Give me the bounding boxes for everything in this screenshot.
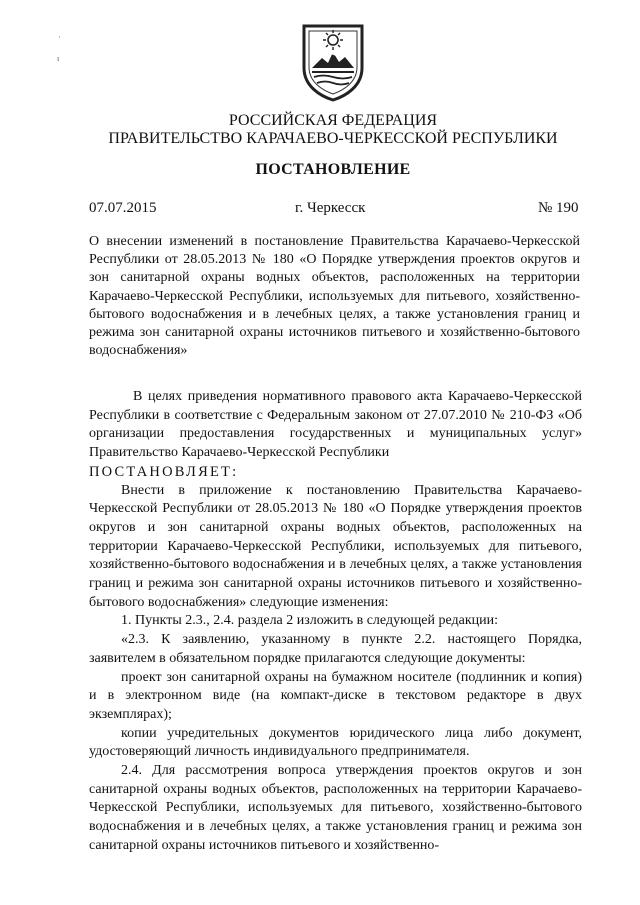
- document-type-title: ПОСТАНОВЛЕНИЕ: [255, 161, 411, 178]
- document-body: [89, 388, 582, 856]
- body-paragraph: «2.3. К заявлению, указанному в пункте 2.2. настоящего Порядка, заявителем в обязательном порядке прилагаются следующие документы:: [89, 632, 582, 666]
- document-number: № 190: [538, 200, 579, 216]
- document-date: 07.07.2015: [89, 200, 157, 216]
- body-paragraph: копии учредительных документов юридического лица либо документ, удостоверяющий личность индивидуального предпринимателя.: [89, 725, 582, 760]
- body-paragraph: 2.4. Для рассмотрения вопроса утверждения проектов округов и зон санитарной охраны водных объектов, расположенных на территории Карачаево-Черкесской Республики, используемых для питьевого, хозяйственно-бытового водоснабжения и в лечебных целях, а также установления границ и режима зон санитарной охраны источников питьевого и хозяйственно-: [89, 763, 582, 853]
- scan-speck: ·: [58, 33, 61, 42]
- resolves-heading: ПОСТАНОВЛЯЕТ:: [89, 463, 239, 480]
- document-subject: О внесении изменений в постановление Правительства Карачаево-Черкесской Республики от 28.05.2013 № 180 «О Порядке утверждения проектов округов и зон санитарной охраны водных объектов, расположенных на территории Карачаево-Черкесской Республики, используемых для питьевого, хозяйственно-бытового водоснабжения и в лечебных целях, а также установления границ и режима зон санитарной охраны источников питьевого и хозяйственно-бытового водоснабжения»: [89, 234, 580, 359]
- body-paragraph: Внести в приложение к постановлению Правительства Карачаево-Черкесской Республики от 28.05.2013 № 180 «О Порядке утверждения проектов округов и зон санитарной охраны водных объектов, расположенных на территории Карачаево-Черкесской Республики, используемых для питьевого, хозяйственно-бытового водоснабжения и в лечебных целях, а также установления границ и режима зон санитарной охраны источников питьевого и хозяйственно-бытового водоснабжения» следующие изменения:: [89, 482, 582, 610]
- government-title: ПРАВИТЕЛЬСТВО КАРАЧАЕВО-ЧЕРКЕССКОЙ РЕСПУБЛИКИ: [108, 130, 558, 147]
- body-paragraph: проект зон санитарной охраны на бумажном носителе (подлинник и копия) и в электронном виде (на компакт-диске в текстовом редакторе в двух экземплярах);: [89, 669, 582, 722]
- scan-speck: ı: [57, 54, 60, 63]
- coat-of-arms-icon: [298, 22, 368, 102]
- body-paragraph: 1. Пункты 2.3., 2.4. раздела 2 изложить в следующей редакции:: [121, 613, 499, 629]
- document-city: г. Черкесск: [295, 200, 366, 216]
- country-title: РОССИЙСКАЯ ФЕДЕРАЦИЯ: [228, 112, 438, 129]
- preamble-paragraph: В целях приведения нормативного правового акта Карачаево-Черкесской Республики в соответствие с Федеральным законом от 27.07.2010 № 210-ФЗ «Об организации предоставления государственных и муниципальных услуг» Правительство Карачаево-Черкесской Республики: [89, 389, 582, 461]
